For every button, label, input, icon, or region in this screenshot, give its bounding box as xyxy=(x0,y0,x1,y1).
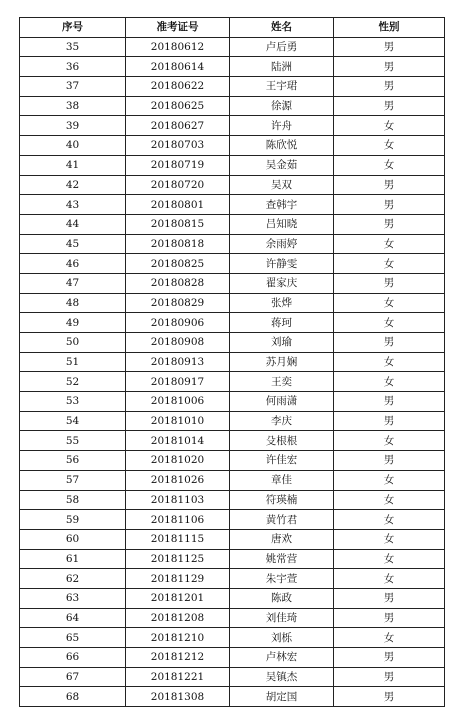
serial-number-cell: 35 xyxy=(20,37,126,57)
table-row xyxy=(20,57,445,77)
serial-number-cell: 47 xyxy=(20,273,126,293)
table-row xyxy=(20,569,445,589)
candidate-table xyxy=(19,17,445,707)
gender-cell: 男 xyxy=(334,175,445,195)
serial-number-cell: 58 xyxy=(20,490,126,510)
name-cell: 陈政 xyxy=(230,588,334,608)
exam-number-cell: 20180719 xyxy=(126,155,230,175)
exam-number-cell: 20180825 xyxy=(126,254,230,274)
name-cell: 朱宇萱 xyxy=(230,569,334,589)
gender-cell: 男 xyxy=(334,648,445,668)
exam-number-cell: 20180913 xyxy=(126,352,230,372)
header-gender: 性别 xyxy=(334,18,445,38)
serial-number-cell: 54 xyxy=(20,411,126,431)
gender-cell: 男 xyxy=(334,411,445,431)
serial-number-cell: 46 xyxy=(20,254,126,274)
exam-number-cell: 20181010 xyxy=(126,411,230,431)
exam-number-cell: 20180703 xyxy=(126,136,230,156)
name-cell: 唐欢 xyxy=(230,529,334,549)
name-cell: 张烨 xyxy=(230,293,334,313)
gender-cell: 男 xyxy=(334,392,445,412)
exam-number-cell: 20180720 xyxy=(126,175,230,195)
table-row xyxy=(20,136,445,156)
serial-number-cell: 59 xyxy=(20,510,126,530)
serial-number-cell: 36 xyxy=(20,57,126,77)
gender-cell: 女 xyxy=(334,136,445,156)
serial-number-cell: 60 xyxy=(20,529,126,549)
serial-number-cell: 61 xyxy=(20,549,126,569)
exam-number-cell: 20180801 xyxy=(126,195,230,215)
gender-cell: 女 xyxy=(334,313,445,333)
table-row xyxy=(20,372,445,392)
gender-cell: 女 xyxy=(334,490,445,510)
exam-number-cell: 20181125 xyxy=(126,549,230,569)
table-row xyxy=(20,195,445,215)
name-cell: 吴双 xyxy=(230,175,334,195)
table-row xyxy=(20,510,445,530)
gender-cell: 女 xyxy=(334,510,445,530)
table-body xyxy=(20,37,445,706)
serial-number-cell: 39 xyxy=(20,116,126,136)
table-row xyxy=(20,451,445,471)
table-row xyxy=(20,313,445,333)
serial-number-cell: 56 xyxy=(20,451,126,471)
exam-number-cell: 20181006 xyxy=(126,392,230,412)
serial-number-cell: 62 xyxy=(20,569,126,589)
gender-cell: 男 xyxy=(334,37,445,57)
name-cell: 胡定国 xyxy=(230,687,334,707)
name-cell: 许静雯 xyxy=(230,254,334,274)
gender-cell: 女 xyxy=(334,628,445,648)
name-cell: 王奕 xyxy=(230,372,334,392)
exam-number-cell: 20181106 xyxy=(126,510,230,530)
exam-number-cell: 20180828 xyxy=(126,273,230,293)
name-cell: 陆洲 xyxy=(230,57,334,77)
table-row xyxy=(20,293,445,313)
serial-number-cell: 43 xyxy=(20,195,126,215)
gender-cell: 女 xyxy=(334,431,445,451)
table-row xyxy=(20,273,445,293)
exam-number-cell: 20181308 xyxy=(126,687,230,707)
exam-number-cell: 20181026 xyxy=(126,470,230,490)
name-cell: 许舟 xyxy=(230,116,334,136)
table-row xyxy=(20,490,445,510)
serial-number-cell: 63 xyxy=(20,588,126,608)
name-cell: 黄竹君 xyxy=(230,510,334,530)
gender-cell: 男 xyxy=(334,333,445,353)
name-cell: 刘栎 xyxy=(230,628,334,648)
exam-number-cell: 20180622 xyxy=(126,77,230,97)
serial-number-cell: 57 xyxy=(20,470,126,490)
exam-number-cell: 20180627 xyxy=(126,116,230,136)
serial-number-cell: 65 xyxy=(20,628,126,648)
header-row xyxy=(20,18,445,38)
name-cell: 王宇珺 xyxy=(230,77,334,97)
gender-cell: 女 xyxy=(334,470,445,490)
exam-number-cell: 20180908 xyxy=(126,333,230,353)
serial-number-cell: 41 xyxy=(20,155,126,175)
gender-cell: 男 xyxy=(334,96,445,116)
exam-number-cell: 20180829 xyxy=(126,293,230,313)
name-cell: 陈欣悦 xyxy=(230,136,334,156)
serial-number-cell: 51 xyxy=(20,352,126,372)
name-cell: 章佳 xyxy=(230,470,334,490)
table-row xyxy=(20,77,445,97)
gender-cell: 男 xyxy=(334,195,445,215)
name-cell: 许佳宏 xyxy=(230,451,334,471)
name-cell: 刘佳琦 xyxy=(230,608,334,628)
serial-number-cell: 50 xyxy=(20,333,126,353)
serial-number-cell: 53 xyxy=(20,392,126,412)
exam-number-cell: 20180612 xyxy=(126,37,230,57)
table-row xyxy=(20,175,445,195)
table-row xyxy=(20,648,445,668)
gender-cell: 女 xyxy=(334,116,445,136)
gender-cell: 男 xyxy=(334,77,445,97)
serial-number-cell: 44 xyxy=(20,214,126,234)
serial-number-cell: 42 xyxy=(20,175,126,195)
serial-number-cell: 66 xyxy=(20,648,126,668)
name-cell: 查韩宇 xyxy=(230,195,334,215)
gender-cell: 女 xyxy=(334,352,445,372)
table-row xyxy=(20,411,445,431)
header-serial-number: 序号 xyxy=(20,18,126,38)
table-row xyxy=(20,667,445,687)
exam-number-cell: 20181103 xyxy=(126,490,230,510)
exam-number-cell: 20180818 xyxy=(126,234,230,254)
name-cell: 符瑛楠 xyxy=(230,490,334,510)
name-cell: 苏月娴 xyxy=(230,352,334,372)
table-row xyxy=(20,214,445,234)
serial-number-cell: 52 xyxy=(20,372,126,392)
gender-cell: 女 xyxy=(334,293,445,313)
exam-number-cell: 20181129 xyxy=(126,569,230,589)
name-cell: 刘瑜 xyxy=(230,333,334,353)
exam-number-cell: 20181212 xyxy=(126,648,230,668)
gender-cell: 女 xyxy=(334,549,445,569)
gender-cell: 男 xyxy=(334,608,445,628)
serial-number-cell: 38 xyxy=(20,96,126,116)
name-cell: 殳根根 xyxy=(230,431,334,451)
name-cell: 李庆 xyxy=(230,411,334,431)
name-cell: 卢后勇 xyxy=(230,37,334,57)
serial-number-cell: 48 xyxy=(20,293,126,313)
table-row xyxy=(20,254,445,274)
name-cell: 翟家庆 xyxy=(230,273,334,293)
serial-number-cell: 49 xyxy=(20,313,126,333)
table-row xyxy=(20,549,445,569)
gender-cell: 女 xyxy=(334,155,445,175)
gender-cell: 女 xyxy=(334,529,445,549)
exam-number-cell: 20180614 xyxy=(126,57,230,77)
serial-number-cell: 67 xyxy=(20,667,126,687)
exam-number-cell: 20181210 xyxy=(126,628,230,648)
name-cell: 何雨潇 xyxy=(230,392,334,412)
serial-number-cell: 45 xyxy=(20,234,126,254)
header-exam-number: 准考证号 xyxy=(126,18,230,38)
gender-cell: 女 xyxy=(334,254,445,274)
gender-cell: 男 xyxy=(334,667,445,687)
serial-number-cell: 55 xyxy=(20,431,126,451)
gender-cell: 男 xyxy=(334,588,445,608)
name-cell: 姚常营 xyxy=(230,549,334,569)
table-row xyxy=(20,608,445,628)
table-row xyxy=(20,155,445,175)
serial-number-cell: 64 xyxy=(20,608,126,628)
table-row xyxy=(20,352,445,372)
exam-number-cell: 20180815 xyxy=(126,214,230,234)
exam-number-cell: 20180625 xyxy=(126,96,230,116)
name-cell: 余雨婷 xyxy=(230,234,334,254)
table-row xyxy=(20,588,445,608)
table-row xyxy=(20,116,445,136)
header-name: 姓名 xyxy=(230,18,334,38)
gender-cell: 女 xyxy=(334,234,445,254)
table-row xyxy=(20,234,445,254)
name-cell: 吕知晓 xyxy=(230,214,334,234)
table-row xyxy=(20,628,445,648)
table-row xyxy=(20,96,445,116)
exam-number-cell: 20181221 xyxy=(126,667,230,687)
gender-cell: 男 xyxy=(334,451,445,471)
serial-number-cell: 68 xyxy=(20,687,126,707)
name-cell: 吴镇杰 xyxy=(230,667,334,687)
table-row xyxy=(20,529,445,549)
exam-number-cell: 20181115 xyxy=(126,529,230,549)
name-cell: 徐源 xyxy=(230,96,334,116)
exam-number-cell: 20180906 xyxy=(126,313,230,333)
exam-number-cell: 20181201 xyxy=(126,588,230,608)
exam-number-cell: 20180917 xyxy=(126,372,230,392)
table-header xyxy=(20,18,445,38)
table-row xyxy=(20,333,445,353)
serial-number-cell: 37 xyxy=(20,77,126,97)
gender-cell: 男 xyxy=(334,57,445,77)
table-row xyxy=(20,37,445,57)
gender-cell: 女 xyxy=(334,372,445,392)
gender-cell: 男 xyxy=(334,273,445,293)
exam-number-cell: 20181014 xyxy=(126,431,230,451)
name-cell: 蒋珂 xyxy=(230,313,334,333)
serial-number-cell: 40 xyxy=(20,136,126,156)
exam-number-cell: 20181020 xyxy=(126,451,230,471)
roster-sheet xyxy=(19,17,444,707)
gender-cell: 男 xyxy=(334,214,445,234)
name-cell: 卢林宏 xyxy=(230,648,334,668)
table-row xyxy=(20,431,445,451)
table-row xyxy=(20,392,445,412)
gender-cell: 男 xyxy=(334,687,445,707)
gender-cell: 女 xyxy=(334,569,445,589)
name-cell: 吴金茹 xyxy=(230,155,334,175)
table-row xyxy=(20,470,445,490)
exam-number-cell: 20181208 xyxy=(126,608,230,628)
table-row xyxy=(20,687,445,707)
